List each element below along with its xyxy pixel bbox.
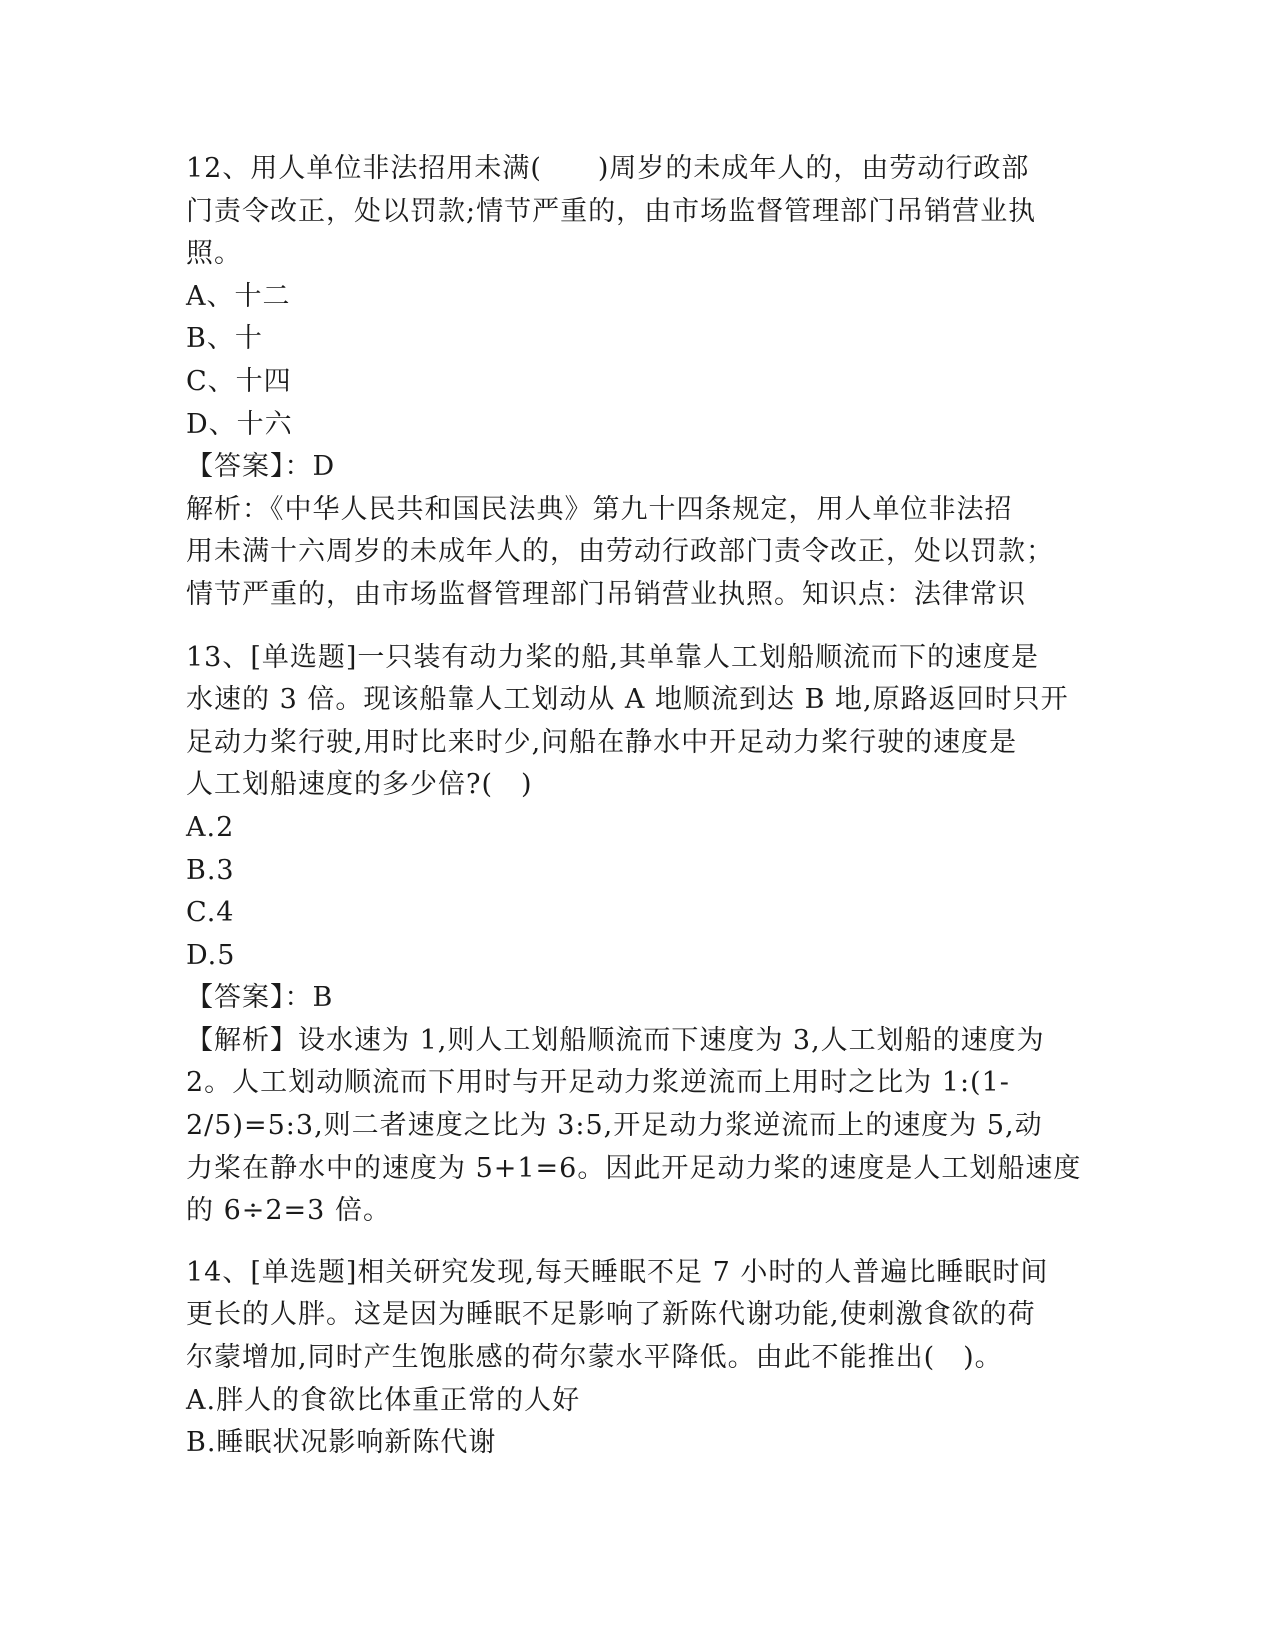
question-stem-line: 14、[单选题]相关研究发现,每天睡眠不足 7 小时的人普遍比睡眠时间 bbox=[186, 1256, 1049, 1288]
explanation-line: 力桨在静水中的速度为 5+1=6。因此开足动力桨的速度是人工划船速度 bbox=[186, 1152, 1082, 1184]
option-a: A.2 bbox=[186, 811, 235, 843]
option-c: C、十四 bbox=[186, 365, 292, 397]
explanation-line: 的 6÷2=3 倍。 bbox=[186, 1195, 391, 1227]
option-d: D、十六 bbox=[186, 408, 293, 440]
question-stem-line: 13、[单选题]一只装有动力桨的船,其单靠人工划船顺流而下的速度是 bbox=[186, 641, 1040, 673]
question-stem-line: 人工划船速度的多少倍?( ) bbox=[186, 769, 533, 801]
answer-line: 【答案】：B bbox=[186, 982, 334, 1014]
question-stem-line: 足动力桨行驶,用时比来时少,问船在静水中开足动力桨行驶的速度是 bbox=[186, 726, 1018, 758]
explanation-line: 2。人工划动顺流而下用时与开足动力浆逆流而上用时之比为 1:(1- bbox=[186, 1067, 1010, 1099]
explanation-line: 情节严重的，由市场监督管理部门吊销营业执照。知识点：法律常识 bbox=[186, 578, 1026, 610]
question-stem-line: 12、用人单位非法招用未满( )周岁的未成年人的，由劳动行政部 bbox=[186, 153, 1030, 184]
explanation-line: 用未满十六周岁的未成年人的，由劳动行政部门责令改正，处以罚款； bbox=[186, 536, 1054, 568]
question-stem-line: 照。 bbox=[186, 238, 242, 270]
question-stem-line: 尔蒙增加,同时产生饱胀感的荷尔蒙水平降低。由此不能推出( )。 bbox=[186, 1342, 1003, 1374]
explanation-line: 2/5)=5:3,则二者速度之比为 3:5,开足动力浆逆流而上的速度为 5,动 bbox=[186, 1110, 1043, 1142]
explanation-line: 解析：《中华人民共和国民法典》第九十四条规定，用人单位非法招 bbox=[186, 493, 1013, 525]
option-d: D.5 bbox=[186, 939, 236, 971]
question-12 bbox=[186, 148, 1086, 617]
question-13 bbox=[186, 637, 1086, 1233]
question-stem-line: 更长的人胖。这是因为睡眠不足影响了新陈代谢功能,使刺激食欲的荷 bbox=[186, 1299, 1036, 1331]
option-a: A、十二 bbox=[186, 280, 291, 312]
question-stem-line: 水速的 3 倍。现该船靠人工划动从 A 地顺流到达 B 地,原路返回时只开 bbox=[186, 684, 1069, 716]
document-page bbox=[186, 148, 1086, 1465]
option-a: A.胖人的食欲比体重正常的人好 bbox=[186, 1384, 581, 1416]
option-b: B.3 bbox=[186, 854, 235, 886]
question-stem-line: 门责令改正，处以罚款;情节严重的，由市场监督管理部门吊销营业执 bbox=[186, 195, 1037, 227]
option-b: B.睡眠状况影响新陈代谢 bbox=[186, 1427, 497, 1459]
answer-line: 【答案】：D bbox=[186, 451, 336, 483]
explanation-line: 【解析】设水速为 1,则人工划船顺流而下速度为 3,人工划船的速度为 bbox=[186, 1024, 1045, 1056]
question-14 bbox=[186, 1252, 1086, 1465]
option-c: C.4 bbox=[186, 897, 235, 929]
option-b: B、十 bbox=[186, 323, 263, 355]
